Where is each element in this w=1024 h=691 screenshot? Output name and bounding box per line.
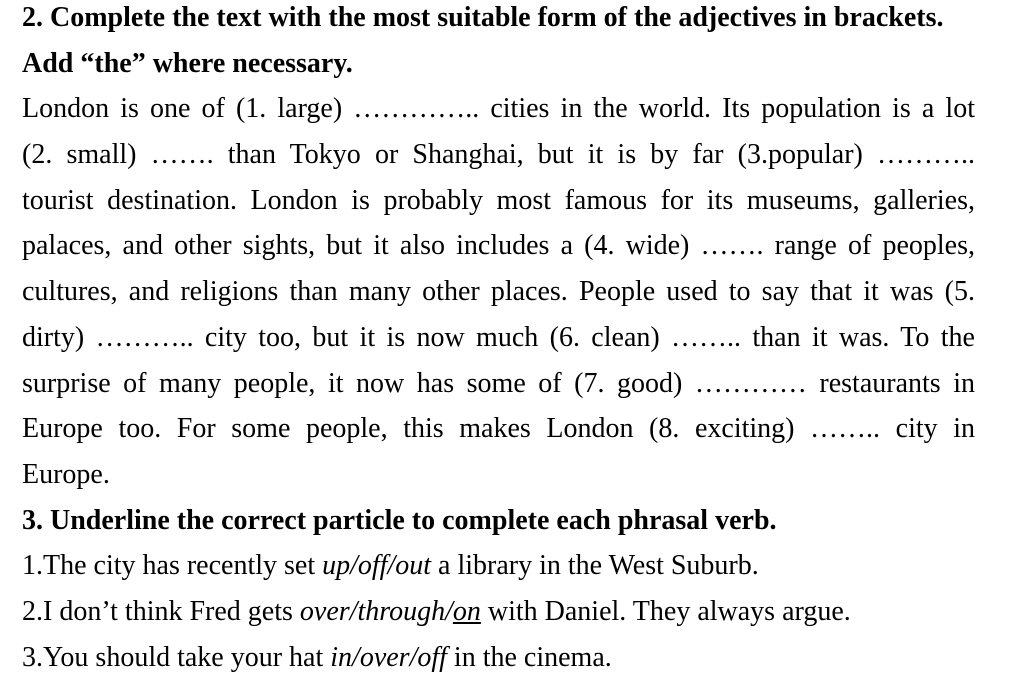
- item-text-before: 1.The city has recently set: [22, 550, 323, 582]
- passage-line-last: Europe.: [22, 458, 110, 490]
- passage-line: palaces, and other sights, but it also includes a (4. wide) ……. range of peoples,: [22, 230, 975, 262]
- exercise-3-item-1: [22, 543, 975, 589]
- passage-line: Europe too. For some people, this makes London (8. exciting) …….. city in: [22, 413, 975, 445]
- underlined-particle: on: [452, 595, 481, 627]
- exercise-2-instruction: Add “the” where necessary.: [22, 47, 353, 79]
- passage-line: London is one of (1. large) ………….. cities in the world. Its population is a lot: [22, 93, 975, 125]
- exercise-3-item-3: [22, 635, 975, 681]
- passage-line: cultures, and religions than many other places. People used to say that it was (5.: [22, 276, 975, 308]
- worksheet: [22, 0, 975, 680]
- exercise-3-item-2: [22, 589, 975, 635]
- passage: [22, 86, 975, 497]
- exercise-3: [22, 498, 975, 681]
- passage-line: surprise of many people, it now has some of (7. good) ………… restaurants in: [22, 367, 975, 399]
- item-text-after: a library in the West Suburb.: [431, 550, 759, 582]
- item-text-before: 3.You should take your hat: [22, 641, 331, 673]
- item-text-after: in the cinema.: [446, 641, 612, 673]
- exercise-3-heading: 3. Underline the correct particle to complete each phrasal verb.: [22, 504, 777, 536]
- item-text-before: 2.I don’t think Fred gets: [22, 595, 300, 627]
- exercise-2: [22, 0, 975, 498]
- particle-options: up/off/out: [322, 550, 432, 582]
- particle-options: in/over/off: [330, 641, 447, 673]
- exercise-2-heading: 2. Complete the text with the most suitable form of the adjectives in brackets.: [22, 2, 944, 33]
- passage-line: tourist destination. London is probably most famous for its museums, galleries,: [22, 184, 975, 216]
- passage-line: dirty) ……….. city too, but it is now much (6. clean) …….. than it was. To the: [22, 321, 975, 353]
- item-text-after: with Daniel. They always argue.: [480, 595, 851, 627]
- particle-options: over/through/: [299, 595, 453, 627]
- passage-line: (2. small) ……. than Tokyo or Shanghai, but it is by far (3.popular) ………..: [22, 139, 975, 171]
